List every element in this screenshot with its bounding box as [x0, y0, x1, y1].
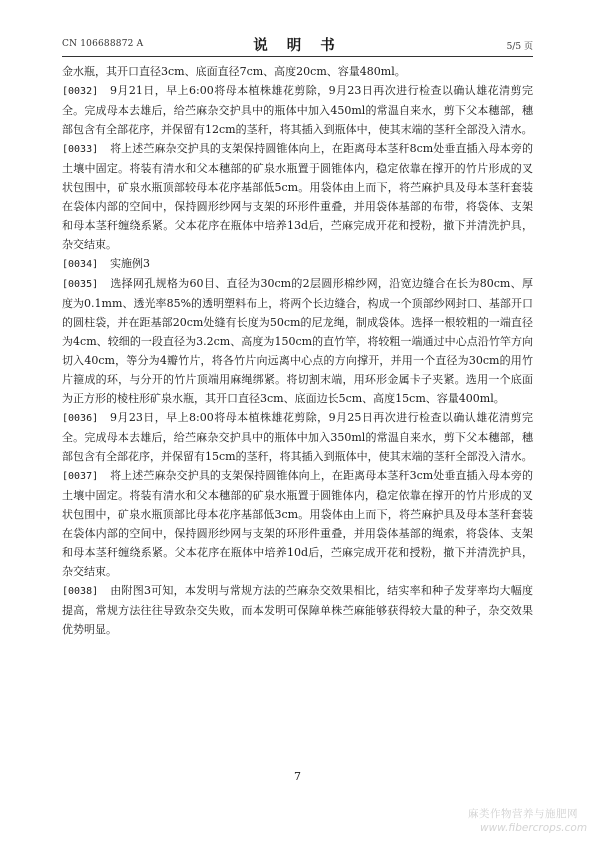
- paragraph-text: 金水瓶，其开口直径3cm、底面直径7cm、高度20cm、容量480ml。: [62, 65, 406, 78]
- paragraph-text: 9月21日，早上6:00将母本植株雄花剪除，9月23日再次进行检查以确认雄花清剪完全。完成母本去雄后，给苎麻杂交护具中的瓶体中加入450ml的常温自来水，剪下父本穗部，穗部包含有全部花序，并保留有12cm的茎秆，将其插入到瓶体中，使其末端的茎秆全部没入清水。: [62, 84, 533, 136]
- watermark-site-name: 麻类作物营养与施肥网: [468, 808, 578, 820]
- paragraph-number: [0037]: [62, 471, 99, 482]
- paragraph-text: 选择网孔规格为60目、直径为30cm的2层圆形棉纱网，沿宽边缝合在长为80cm、厚度为0.1mm、透光率85%的透明塑料布上，将两个长边缝合，构成一个顶部纱网封口、基部开口的圆柱袋，并在距基部20cm处缝有长度为50cm的尼龙绳，制成袋体。选择一根较粗的一端直径为4cm、较细的一段直径为3.2cm、高度为150cm的直竹竿，将较粗一端通过中心点沿竹竿方向切入40cm，等分为4瓣竹片，将各竹片向远离中心点的方向撑开，并用一个直径为30cm的用竹片箍成的环，与分开的竹片顶端用麻绳绑紧。将切割末端，用环形金属卡子夹紧。选用一个底面为正方形的棱柱形矿泉水瓶，其开口直径3cm、底面边长5cm、高度15cm、容量400ml。: [62, 277, 533, 405]
- paragraph: [62, 254, 533, 274]
- paragraph-number: [0034]: [62, 259, 99, 270]
- paragraph: [62, 62, 533, 81]
- publication-number: CN 106688872 A: [62, 39, 144, 49]
- paragraph-number: [0036]: [62, 413, 99, 424]
- document-title: 说 明 书: [253, 37, 342, 54]
- paragraph-text: 9月23日，早上8:00将母本植株雄花剪除，9月25日再次进行检查以确认雄花清剪完全。完成母本去雄后，给苎麻杂交护具中的瓶体中加入350ml的常温自来水，剪下父本穗部，穗部包含有全部花序，并保留有15cm的茎秆，将其插入到瓶体中，使其末端的茎秆全部没入清水。: [62, 411, 533, 463]
- document-body: [62, 62, 533, 639]
- page-header: [62, 34, 533, 57]
- paragraph-text: 将上述苎麻杂交护具的支架保持圆锥体向上，在距离母本茎秆3cm处垂直插入母本旁的土壤中固定。将装有清水和父本穗部的矿泉水瓶置于圆锥体内，稳定依靠在撑开的竹片形成的叉状包围中，矿泉水瓶顶部比母本花序基部低3cm。用袋体由上而下，将苎麻护具及母本茎秆套装在袋体内部的空间中，保持圆形纱网与支架的环形件重叠，并用袋体基部的绳索，将袋体、支架和母本茎秆缠绕系紧。父本花序在瓶体中培养10d后，苎麻完成开花和授粉，撤下并清洗护具，杂交结束。: [62, 469, 533, 578]
- page-count: 5/5 页: [506, 42, 533, 52]
- paragraph: [62, 581, 533, 639]
- paragraph: [62, 81, 533, 139]
- paragraph-number: [0038]: [62, 586, 99, 597]
- paragraph: [62, 408, 533, 466]
- watermark-url: www.fibercrops.com: [480, 822, 588, 834]
- paragraph-number: [0032]: [62, 86, 99, 97]
- paragraph: [62, 139, 533, 254]
- section-heading: 实施例3: [110, 257, 150, 270]
- paragraph-text: 由附图3可知，本发明与常规方法的苎麻杂交效果相比，结实率和种子发芽率均大幅度提高，常规方法往往导致杂交失败，而本发明可保障单株苎麻能够获得较大量的种子，杂交效果优势明显。: [62, 584, 533, 636]
- paragraph-text: 将上述苎麻杂交护具的支架保持圆锥体向上，在距离母本茎秆8cm处垂直插入母本旁的土壤中固定。将装有清水和父本穗部的矿泉水瓶置于圆锥体内，稳定依靠在撑开的竹片形成的叉状包围中，矿泉水瓶顶部较母本花序基部低5cm。用袋体由上而下，将苎麻护具及母本茎秆套装在袋体内部的空间中，保持圆形纱网与支架的环形件重叠，并用袋体基部的布带，将袋体、支架和母本茎秆缠绕系紧。父本花序在瓶体中培养13d后，苎麻完成开花和授粉，撤下并清洗护具，杂交结束。: [62, 142, 533, 251]
- paragraph-number: [0035]: [62, 279, 99, 290]
- paragraph: [62, 274, 533, 408]
- paragraph: [62, 466, 533, 581]
- paragraph-number: [0033]: [62, 144, 99, 155]
- page-number: 7: [294, 770, 301, 783]
